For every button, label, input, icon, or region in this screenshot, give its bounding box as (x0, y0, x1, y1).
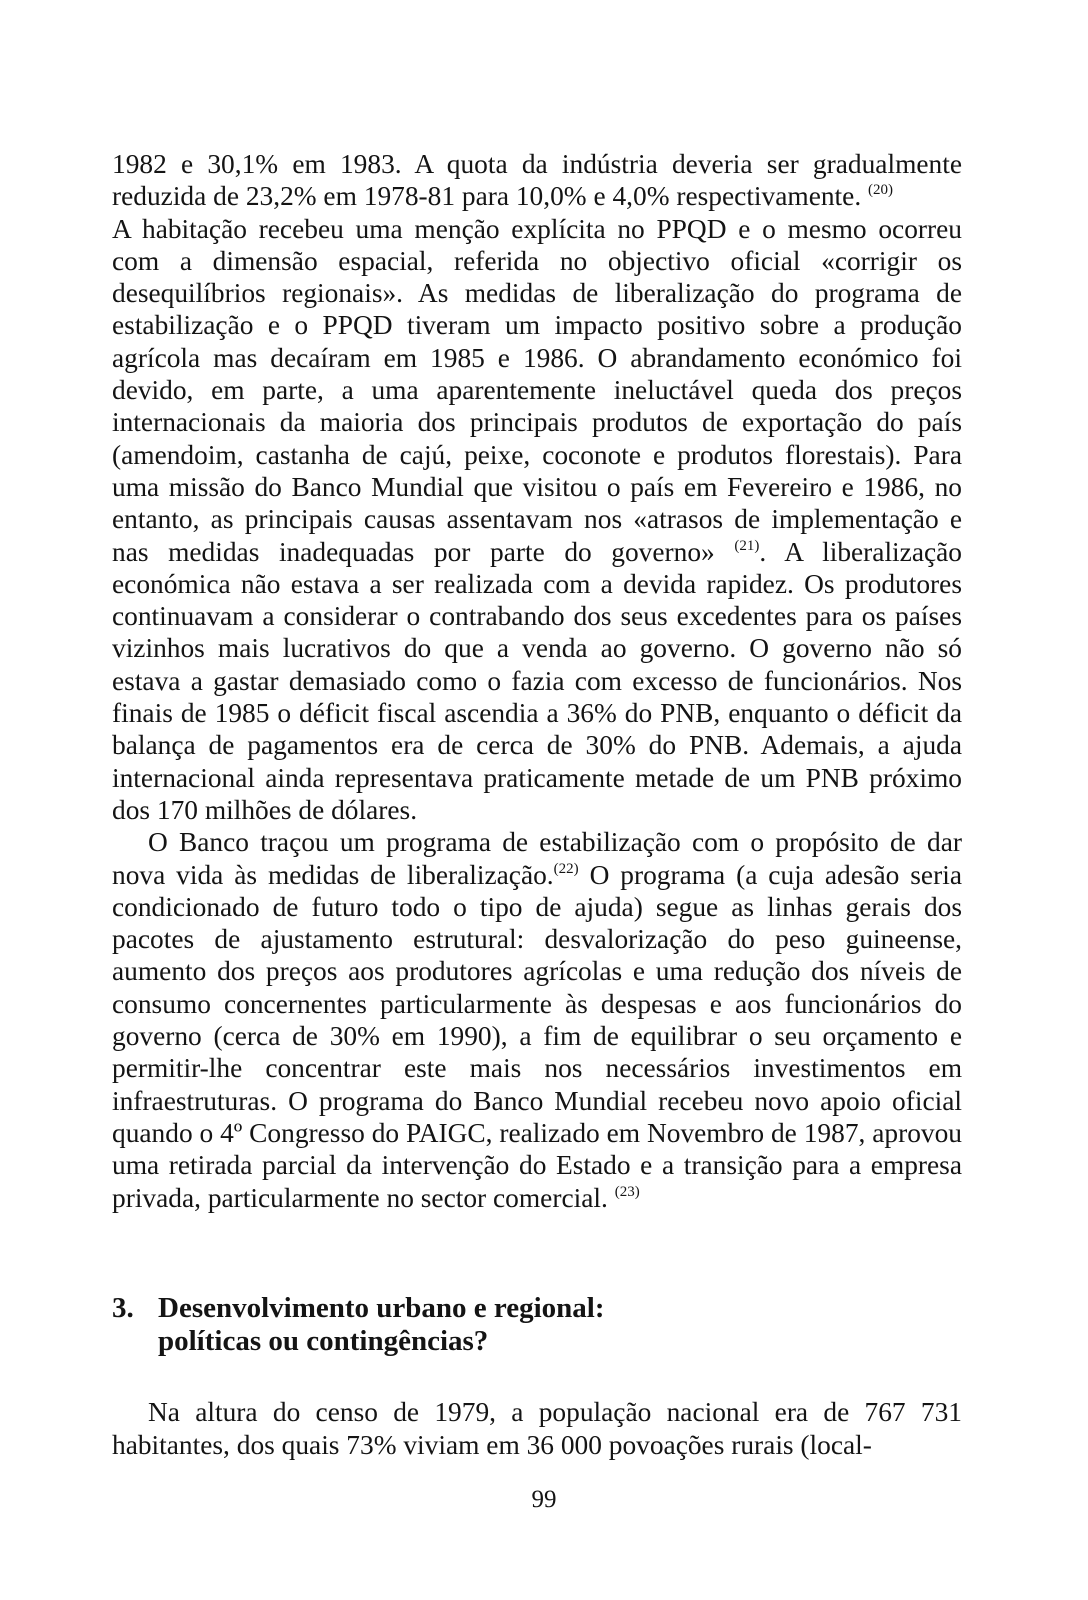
footnote-ref-21: (21) (734, 537, 760, 554)
text-segment: O programa (a cuja adesão seria condicionado de futuro todo o tipo de ajuda) segue as linhas gerais dos pacotes de ajustamento estrutural: desvalorização do peso guineense, aumento dos preços aos produtores agrícolas e uma redução dos níveis de consumo concernentes particularmente às despesas e aos funcionários do governo (cerca de 30% em 1990), a fim de equilibrar o seu orçamento e permitir-lhe concentrar este mais nos necessários investimentos em infraestruturas. O programa do Banco Mundial recebeu novo apoio oficial quando o 4º Congresso do PAIGC, realizado em Novembro de 1987, aprovou uma retirada parcial da intervenção do Estado e a transição para a empresa privada, particularmente no sector comercial. (112, 859, 962, 1213)
text-segment: . A liberalização económica não estava a ser realizada com a devida rapidez. Os produtores continuavam a considerar o contrabando dos seus excedentes para os países vizinhos mais lucrativos do que a venda ao governo. O governo não só estava a gastar demasiado como o fazia com excesso de funcionários. Nos finais de 1985 o déficit fiscal ascendia a 36% do PNB, enquanto o déficit da balança de pagamentos era de cerca de 30% do PNB. Ademais, a ajuda internacional ainda representava praticamente metade de um PNB próximo dos 170 milhões de dólares. (112, 536, 962, 825)
section-paragraph: Na altura do censo de 1979, a população nacional era de 767 731 habitantes, dos quais 73% viviam em 36 000 povoações rurais (local- (112, 1397, 962, 1460)
section-number: 3. (112, 1292, 134, 1324)
paragraph-1 (112, 148, 962, 826)
section-title-line-2: políticas ou contingências? (158, 1325, 489, 1357)
footnote-ref-20: (20) (868, 182, 894, 199)
text-segment: 1982 e 30,1% em 1983. A quota da indústria deveria ser gradualmente reduzida de 23,2% em 1978-81 para 10,0% e 4,0% respectivamente. (112, 149, 962, 212)
footnote-ref-22: (22) (553, 860, 579, 877)
footnote-ref-23: (23) (614, 1183, 640, 1200)
section-title-line-1: Desenvolvimento urbano e regional: (158, 1292, 605, 1324)
section-heading (112, 1292, 962, 1358)
text-segment: O Banco traçou um programa de estabilização com o propósito de dar nova vida às medidas de liberalização. (112, 827, 962, 890)
paragraph-2 (112, 826, 962, 1214)
body-text (112, 148, 962, 1214)
page-number: 99 (531, 1486, 557, 1513)
section-text (112, 1396, 962, 1461)
text-segment: A habitação recebeu uma menção explícita no PPQD e o mesmo ocorreu com a dimensão espacial, referida no objectivo oficial «corrigir os desequilíbrios regionais». As medidas de liberalização do programa de estabilização e o PPQD tiveram um impacto positivo sobre a produção agrícola mas decaíram em 1985 e 1986. O abrandamento económico foi devido, em parte, a uma aparentemente ineluctável queda dos preços internacionais da maioria dos principais produtos de exportação do país (amendoim, castanha de cajú, peixe, coconote e produtos florestais). Para uma missão do Banco Mundial que visitou o país em Fevereiro e 1986, no entanto, as principais causas assentavam nos «atrasos de implementação e nas medidas inadequadas por parte do governo» (112, 213, 962, 567)
